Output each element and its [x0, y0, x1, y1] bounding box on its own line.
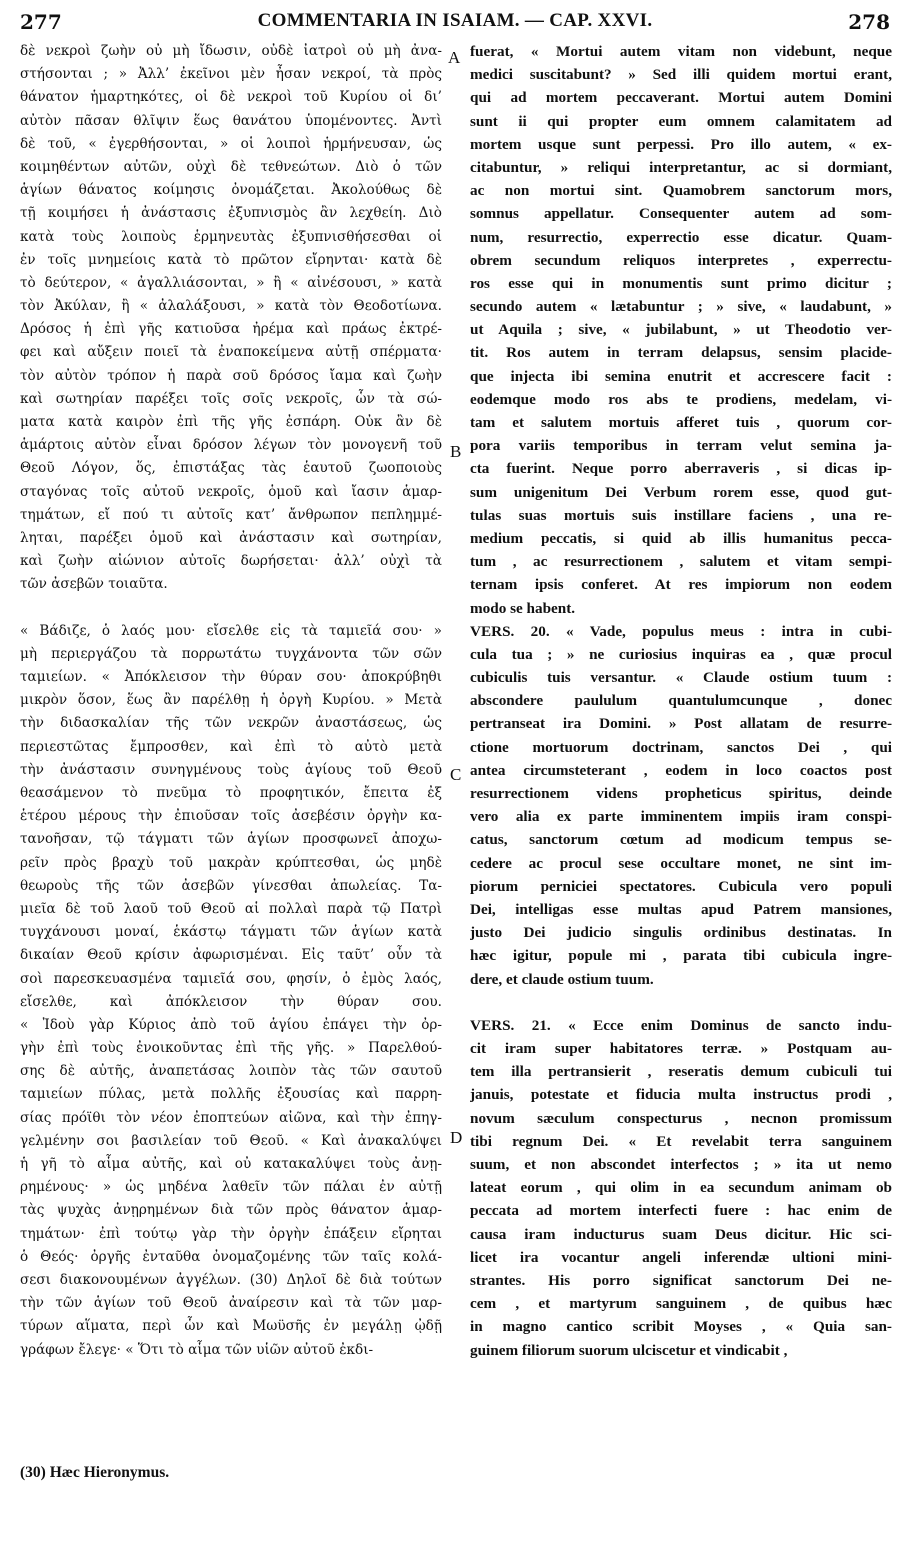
- text-line: cta fuerint. Neque porro aberraveris , si dicas ip-: [470, 460, 892, 478]
- text-line: τημάτων· ἐπὶ τούτῳ γὰρ τὴν ὀργὴν ἐπάξειν εἴρηται: [20, 1225, 442, 1242]
- text-line: ἡ γῆ τὸ αἷμα αὐτῆς, καὶ οὐ κατακαλύψει τοὺς ἀνῃ-: [20, 1156, 442, 1172]
- paragraph-gap: [470, 991, 892, 1014]
- text-line: VERS. 20. « Vade, populus meus : intra in cubi-: [470, 622, 892, 640]
- latin-paragraph-1: [470, 40, 892, 620]
- text-line: suum, et non abscondet interfectos ; » ita ut nemo: [470, 1156, 892, 1173]
- text-line: cit iram super habitatores terræ. » Postquam au-: [470, 1040, 892, 1058]
- text-line: justo Dei judicio singulis ordinibus destinatas. In: [470, 924, 892, 942]
- text-line: ματα κατὰ καιρὸν ἐπὶ τῆς γῆς ἐσπάρη. Οὐκ ἂν δὲ: [20, 414, 442, 430]
- text-line: καὶ ζωὴν αἰώνιον αὐτοῖς δωρήσεται· ἀλλ’ οὐχὶ τὰ: [20, 553, 442, 570]
- text-line: dere, et claude ostium tuum.: [470, 970, 654, 988]
- text-line: γὴν ἐπὶ τοὺς ἐνοικοῦντας ἐπὶ τῆς γῆς. » Παρελθού-: [20, 1040, 442, 1057]
- left-page-number: 277: [20, 10, 62, 34]
- text-line: pora variis temporibus in terram velut semina ja-: [470, 437, 892, 455]
- text-line: μικρὸν ὅσον, ἕως ἂν παρέλθῃ ἡ ὀργὴ Κυρίου. » Μετὰ: [20, 692, 442, 709]
- text-line: τὴν διδασκαλίαν τῆς τῶν νεκρῶν ἀναστάσεως, ὡς: [20, 715, 442, 732]
- text-line: κοιμηθέντων αὐτῶν, οὐχὶ δὲ τεθνεώτων. Διὸ ὁ τῶν: [20, 158, 442, 175]
- text-line: Dei, intelligas esse multas apud Patrem mansiones,: [470, 900, 892, 918]
- text-line: obrem secundum reliquos interpretes , experrectu-: [470, 251, 892, 269]
- text-line: σοὶ παρεσκευασμένα ταμιεῖά σου, φησίν, ὁ ἐμὸς λαός,: [20, 970, 442, 987]
- text-line: catus, sanctorum cœtum ad modicum tempus se-: [470, 831, 892, 849]
- text-line: piorum perniciei spectatores. Cubicula vero populi: [470, 877, 892, 895]
- greek-paragraph-1: [20, 40, 442, 597]
- text-line: εἴσελθε, καὶ ἀπόκλεισον τὴν θύραν σου.: [20, 993, 442, 1010]
- text-line: δὲ νεκροὶ ζωὴν οὐ μὴ ἴδωσιν, οὐδὲ ἰατροὶ οὐ μὴ ἀνα-: [20, 43, 442, 59]
- text-line: αὐτὸν πᾶσαν θλῖψιν ἕως θανάτου ὑπομένοντες. Ἀντὶ: [20, 112, 442, 129]
- text-line: fuerat, « Mortui autem vitam non videbunt, neque: [470, 43, 892, 60]
- text-line: in magno cantico scribit Moyses , « Quia san-: [470, 1318, 892, 1336]
- text-line: γράφων ἔλεγε· « Ὅτι τὸ αἷμα τῶν υἱῶν αὐτοῦ ἐκδι-: [20, 1341, 374, 1358]
- text-line: τὰς ψυχὰς ἀνῃρημένων διὰ τῶν πρὸς θάνατον ἁμαρ-: [20, 1202, 442, 1219]
- text-line: medici suscitabunt? » Sed illi quidem mortui erant,: [470, 66, 892, 84]
- text-line: ληται, παρέξει ὁμοῦ καὶ ἀνάστασιν καὶ σωτηρίαν,: [20, 529, 442, 546]
- text-line: θεασάμενον τὸ πνεῦμα τὸ προφητικόν, ἔπειτα ἐξ: [20, 785, 442, 801]
- text-line: ταμιείων. « Ἀπόκλεισον τὴν θύραν σου· ἀποκρύβηθι: [20, 669, 442, 686]
- text-line: tit. Ros autem in terram delapsus, sensim placide-: [470, 344, 892, 362]
- text-line: ὁ Θεός· ὀργῆς ἐνταῦθα ὀνομαζομένης τῶν ταῖς κολά-: [20, 1248, 442, 1265]
- text-line: σταγόνας τοῖς αὐτοῦ νεκροῖς, ὁμοῦ καὶ ἴασιν ἁμαρ-: [20, 483, 442, 500]
- running-title: COMMENTARIA IN ISAIAM. — CAP. XXVI.: [257, 10, 653, 31]
- text-line: θεωροὺς τῆς τῶν ἀσεβῶν γίνεσθαι ἀπωλείας. Τα-: [20, 877, 442, 894]
- text-line: eodemque modo ros abs te prodiens, medelam, vi-: [470, 390, 892, 408]
- text-line: guinem filiorum suorum ulciscetur et vindicabit ,: [470, 1341, 788, 1359]
- right-page-number: 278: [848, 10, 890, 34]
- greek-paragraph-2: [20, 620, 442, 1362]
- text-line: VERS. 21. « Ecce enim Dominus de sancto indu-: [470, 1016, 892, 1034]
- text-line: qui ad mortem peccaverant. Mortui autem Domini: [470, 89, 892, 107]
- text-line: tem illa pertransierit , reseratis demum cubiculi tui: [470, 1063, 892, 1081]
- text-line: januis, potestate et fiducia multa instructus prodi ,: [470, 1086, 892, 1104]
- text-line: ἑτέρου μέρους τὴν ἐπιοῦσαν τοῖς ἀσεβέσιν ὀργὴν κα-: [20, 808, 442, 825]
- text-line: ρημένους· » ὡς μηδένα λαθεῖν τῶν πάλαι ἐν αὐτῇ: [20, 1179, 442, 1196]
- text-line: cedere ac procul sese occultare monet, ne sint im-: [470, 854, 892, 872]
- paragraph-gap: [20, 597, 442, 620]
- text-line: τὸ δεύτερον, « ἀγαλλιάσονται, » ἢ « αἰνέσουσι, » κατὰ: [20, 274, 442, 291]
- text-line: tum , ac resurrectionem , salutem et vitam sempi-: [470, 553, 892, 571]
- text-line: Θεοῦ Λόγον, ὅς, ἐπιστάξας τὰς ἑαυτοῦ ζωοποιοὺς: [20, 460, 442, 477]
- column-marker-c: C: [450, 765, 462, 784]
- text-line: κατὰ τοὺς λοιποὺς ἑρμηνευτὰς ἐξυπνισθήσεσθαι οἱ: [20, 228, 442, 245]
- text-line: θάνατον ἡμαρτηκότες, οἱ δὲ νεκροὶ τοῦ Κυρίου οἱ δι’: [20, 89, 442, 106]
- text-line: μὴ περιεργάζου τὰ πορρωτάτω τυγχάνοντα τῶν σῶν: [20, 645, 442, 662]
- text-line: vero alia ex parte imminentem impiis iram conspi-: [470, 808, 892, 826]
- text-line: sum unigenitum Dei Verbum rorem esse, quod gut-: [470, 483, 892, 501]
- text-line: sunt ii qui propter eum omnem calamitatem ad: [470, 112, 892, 130]
- text-line: lateat eorum , qui olim in ea secundum animam ob: [470, 1179, 892, 1197]
- text-line: modo se habent.: [470, 599, 576, 617]
- text-line: citabuntur, » reliqui interpretantur, ac si dormiant,: [470, 158, 892, 176]
- text-line: somnus appellatur. Consequenter autem ad som-: [470, 205, 892, 223]
- text-line: hæc igitur, popule mi , parata tibi cubicula ingre-: [470, 947, 892, 965]
- running-header: [20, 10, 890, 38]
- text-line: σης δὲ αὐτῆς, ἀναπετάσας λοιπὸν τὰς τῶν σαυτοῦ: [20, 1063, 442, 1080]
- text-line: γελμένην σοι βασιλείαν τοῦ Θεοῦ. « Καὶ ἀνακαλύψει: [20, 1132, 442, 1149]
- text-line: cubiculis tuis versantur. « Claude ostium tuum :: [470, 669, 892, 687]
- text-line: τὸν Ἀκύλαν, ἢ « ἀλαλάξουσι, » κατὰ τὸν Θεοδοτίωνα.: [20, 298, 442, 315]
- text-line: σίας πρόϊθι τὸν νέον ἐποπτεύων αἰῶνα, καὶ τὴν ἐπηγ-: [20, 1109, 442, 1126]
- text-line: novum sæculum conspecturus , necnon promissum: [470, 1109, 892, 1127]
- text-line: τὴν τῶν ἁγίων τοῦ Θεοῦ ἀναίρεσιν καὶ τὰ τῶν μαρ-: [20, 1295, 442, 1312]
- text-line: ctione mortuorum doctrinam, sanctos Dei , qui: [470, 738, 892, 756]
- text-line: tibi regnum Dei. « Et revelabit terra sanguinem: [470, 1132, 892, 1150]
- text-line: secundo autem « lætabuntur ; » sive, « laudabunt, »: [470, 298, 892, 316]
- text-line: abscondere paululum quantulumcunque , donec: [470, 692, 892, 710]
- text-line: τημάτων, εἴ πού τι αὐτοῖς κατ’ ἄνθρωπον πεπλημμέ-: [20, 506, 442, 523]
- column-marker-a: A: [448, 48, 461, 67]
- text-line: δὲ τοῦ, « ἐγερθήσονται, » οἱ λοιποὶ ἡρμήνευσαν, ὡς: [20, 135, 442, 152]
- text-line: licet ira vocantur angeli inferendæ ultioni mini-: [470, 1248, 892, 1266]
- text-line: cula tua ; » ne curiosius inquiras ea , quæ procul: [470, 645, 892, 663]
- text-line: τῶν ἀσεβῶν τοιαῦτα.: [20, 576, 168, 593]
- text-line: μιεῖα δὲ τοῦ λαοῦ τοῦ Θεοῦ αἱ πολλαὶ παρὰ τῷ Πατρὶ: [20, 900, 442, 917]
- text-line: περιεστῶτας ἔμπροσθεν, καὶ ἐπὶ τὸ αὐτὸ μετὰ: [20, 738, 442, 755]
- text-line: cem , et martyrum sanguinem , de quibus hæc: [470, 1295, 892, 1313]
- greek-column: [20, 40, 442, 1362]
- text-line: τυγχάνουσι μοναί, ἑκάστῳ τάγματι τῶν ἁγίων κατὰ: [20, 924, 442, 941]
- text-line: τὸν αὐτὸν τρόπον ἡ παρὰ σοῦ δρόσος ἴαμα καὶ ζωὴν: [20, 367, 442, 384]
- text-line: ros esse qui in monumentis sunt primo dicitur ;: [470, 274, 892, 292]
- text-line: ut Aquila ; sive, « jubilabunt, » ut Theodotio ver-: [470, 321, 892, 339]
- text-line: ρεῖν πρὸς βραχὺ τοῦ μακρὰν κρύπτεσθαι, ὡς μηδὲ: [20, 854, 442, 871]
- column-marker-b: B: [450, 442, 462, 461]
- text-line: tam et salutem mortuis afferet tuis , quorum cor-: [470, 414, 892, 431]
- text-line: peccata ad mortem interfecti fuere : hac enim de: [470, 1202, 892, 1220]
- latin-paragraph-2: [470, 620, 892, 991]
- text-line: antea circumsteterant , eodem in loco coactos post: [470, 761, 892, 779]
- text-line: τύρων αἵματα, περὶ ὧν καὶ Μωϋσῆς ἐν μεγάλῃ ᾠδῇ: [20, 1318, 442, 1335]
- text-line: mortem usque sunt perpessi. Pro illo autem, « ex-: [470, 135, 892, 153]
- text-line: τανοῆσαν, τῷ τάγματι τῶν ἁγίων προσφωνεῖ ἀποχω-: [20, 831, 442, 848]
- latin-column: [470, 40, 892, 1362]
- text-line: causa iram inducturus suam Deus dicitur. Hic sci-: [470, 1225, 892, 1243]
- text-line: Δρόσος ἡ ἐπὶ γῆς κατιοῦσα ἠρέμα καὶ πράως ἐκτρέ-: [20, 321, 442, 338]
- text-line: ἁμάρτοις αὐτὸν εἶναι δρόσον λέγων τὸν μονογενῆ τοῦ: [20, 437, 442, 454]
- text-line: τῇ κοιμήσει ἡ ἀνάστασις ἐξυπνισμὸς ἂν λεχθείη. Διὸ: [20, 205, 442, 222]
- footnote: (30) Hæc Hieronymus.: [20, 1464, 170, 1481]
- text-line: ἐν τοῖς μνημείοις κατὰ τὸ πρῶτον εἴρηνται· κατὰ δὲ: [20, 251, 442, 268]
- text-line: ταμιείων πύλας, μετὰ πολλῆς ἐξουσίας καὶ παρρη-: [20, 1086, 442, 1103]
- text-line: strantes. His porro significat sanctorum Dei ne-: [470, 1271, 892, 1289]
- text-line: medium peccatis, si quid ab illis humanitus pecca-: [470, 529, 892, 547]
- text-line: δικαίαν Θεοῦ κρίσιν ἀφωρισμέναι. Εἰς ταῦτ’ οὖν τὰ: [20, 947, 442, 964]
- text-line: σεσι διακονουμένων ἀγγέλων. (30) Δηλοῖ δὲ διὰ τούτων: [20, 1271, 442, 1288]
- text-line: τὴν ἀνάστασιν συνηγμένους τοὺς ἁγίους τοῦ Θεοῦ: [20, 761, 442, 778]
- text-line: ἁγίων θάνατος κοίμησις ὀνομάζεται. Ἀκολούθως δὲ: [20, 182, 442, 199]
- text-line: στήσονται ; » Ἀλλ’ ἐκεῖνοι μὲν ἦσαν νεκροί, τὰ πρὸς: [20, 66, 442, 83]
- text-line: « Ἰδοὺ γὰρ Κύριος ἀπὸ τοῦ ἁγίου ἐπάγει τὴν ὀρ-: [20, 1016, 442, 1033]
- text-line: num, resurrectio, experrectio esse dicatur. Quam-: [470, 228, 892, 246]
- text-line: que injecta ibi semina enutrit et accrescere facit :: [470, 367, 892, 385]
- text-line: καὶ σωτηρίαν παρέξει τοῖς σοῖς νεκροῖς, ὧν τὰ σώ-: [20, 390, 442, 407]
- text-line: ternam ipsis conferet. At res impiorum non eodem: [470, 576, 892, 594]
- text-line: φει καὶ αὔξειν ποιεῖ τὰ ἐναποκείμενα αὐτῇ σπέρματα·: [20, 344, 442, 361]
- text-line: ac non mortui sint. Quamobrem sanctorum mors,: [470, 182, 892, 200]
- text-line: « Βάδιζε, ὁ λαός μου· εἴσελθε εἰς τὰ ταμιεῖά σου· »: [20, 622, 442, 639]
- text-line: resurrectionem videns propheticus spiritus, deinde: [470, 785, 892, 802]
- latin-paragraph-3: [470, 1014, 892, 1362]
- text-line: tulas suas mortuis suis instillare faciens , una re-: [470, 506, 892, 524]
- text-line: pertranseat ira Domini. » Post allatam de resurre-: [470, 715, 892, 733]
- column-marker-d: D: [450, 1128, 463, 1147]
